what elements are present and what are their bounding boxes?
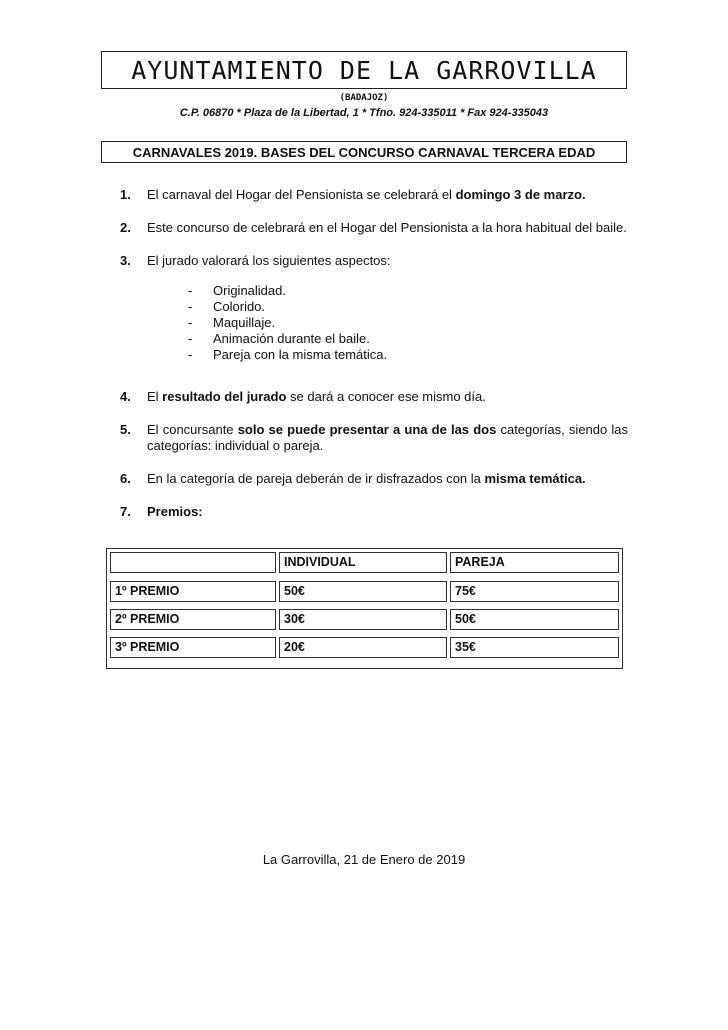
aspect-item bbox=[188, 331, 628, 347]
table-row bbox=[110, 637, 619, 658]
rule-item-4 bbox=[120, 389, 628, 405]
province-label: (BADAJOZ) bbox=[339, 93, 389, 103]
rule-text: Este concurso de celebrará en el Hogar del Pensionista a la hora habitual del baile. bbox=[147, 220, 627, 235]
rule-item-6 bbox=[120, 471, 628, 487]
rule-item-7 bbox=[120, 504, 628, 520]
table-header-cell bbox=[110, 552, 276, 573]
table-row bbox=[110, 581, 619, 602]
rule-text-bold: Premios: bbox=[147, 504, 203, 519]
aspect-item bbox=[188, 283, 628, 299]
rule-text-part: se dará a conocer ese mismo día. bbox=[286, 389, 486, 404]
rule-text-part: categorías, siendo las categorías: individual o pareja. bbox=[147, 422, 629, 453]
address-line: C.P. 06870 * Plaza de la Libertad, 1 * Tfno. 924-335011 * Fax 924-335043 bbox=[179, 107, 549, 119]
rule-number: 7. bbox=[120, 504, 131, 519]
table-header-row bbox=[110, 552, 619, 573]
rule-item-1 bbox=[120, 187, 628, 203]
table-cell: 35€ bbox=[450, 637, 619, 658]
table-cell: 50€ bbox=[279, 581, 447, 602]
dash-bullet: - bbox=[188, 331, 193, 346]
dash-bullet: - bbox=[188, 315, 193, 330]
document-subject: CARNAVALES 2019. BASES DEL CONCURSO CARNAVAL TERCERA EDAD bbox=[132, 144, 596, 160]
aspect-item bbox=[188, 315, 628, 331]
table-cell: 50€ bbox=[450, 609, 619, 630]
rule-text-part: En la categoría de pareja deberán de ir disfrazados con la bbox=[147, 471, 485, 486]
rule-number: 1. bbox=[120, 187, 131, 202]
rule-item-5 bbox=[120, 422, 628, 454]
aspects-list bbox=[188, 283, 628, 363]
table-cell: 2º PREMIO bbox=[110, 609, 276, 630]
table-cell: 75€ bbox=[450, 581, 619, 602]
rule-text: El jurado valorará los siguientes aspectos: bbox=[147, 253, 391, 268]
table-cell: 20€ bbox=[279, 637, 447, 658]
table-cell: 1º PREMIO bbox=[110, 581, 276, 602]
aspect-text: Originalidad. bbox=[213, 283, 286, 298]
rule-text-part: El carnaval del Hogar del Pensionista se celebrará el bbox=[147, 187, 456, 202]
table-row bbox=[110, 609, 619, 630]
table-cell: 30€ bbox=[279, 609, 447, 630]
rule-text-bold: domingo 3 de marzo. bbox=[455, 187, 586, 202]
rule-text bbox=[147, 504, 628, 520]
rule-number: 6. bbox=[120, 471, 131, 486]
table-header-cell: INDIVIDUAL bbox=[279, 552, 447, 573]
subject-box bbox=[101, 141, 627, 163]
aspect-text: Colorido. bbox=[213, 299, 266, 314]
aspect-text: Maquillaje. bbox=[213, 315, 276, 330]
rule-number: 4. bbox=[120, 389, 131, 404]
aspect-item bbox=[188, 347, 628, 363]
rule-item-2 bbox=[120, 220, 628, 236]
rule-number: 3. bbox=[120, 253, 131, 268]
rule-number: 2. bbox=[120, 220, 131, 235]
rule-text-bold: solo se puede presentar a una de las dos bbox=[237, 422, 497, 437]
page-title: AYUNTAMIENTO DE LA GARROVILLA bbox=[131, 55, 597, 85]
rule-text bbox=[147, 187, 628, 203]
rule-text bbox=[147, 422, 628, 454]
rule-text bbox=[147, 389, 628, 405]
dash-bullet: - bbox=[188, 283, 193, 298]
aspect-text: Animación durante el baile. bbox=[213, 331, 370, 346]
table-header-cell: PAREJA bbox=[450, 552, 619, 573]
place-date-line: La Garrovilla, 21 de Enero de 2019 bbox=[262, 852, 466, 867]
table-cell: 3º PREMIO bbox=[110, 637, 276, 658]
dash-bullet: - bbox=[188, 299, 193, 314]
header-box bbox=[101, 51, 627, 89]
rule-item-3 bbox=[120, 253, 628, 269]
dash-bullet: - bbox=[188, 347, 193, 362]
rule-text-bold: resultado del jurado bbox=[162, 389, 287, 404]
aspect-text: Pareja con la misma temática. bbox=[213, 347, 388, 362]
rules-list bbox=[120, 187, 628, 537]
rule-text-part: El concursante bbox=[147, 422, 238, 437]
rule-number: 5. bbox=[120, 422, 131, 437]
rule-text-part: El bbox=[147, 389, 163, 404]
aspect-item bbox=[188, 299, 628, 315]
prizes-table bbox=[106, 548, 623, 669]
rule-text-bold: misma temática. bbox=[484, 471, 586, 486]
rule-text bbox=[147, 471, 628, 487]
